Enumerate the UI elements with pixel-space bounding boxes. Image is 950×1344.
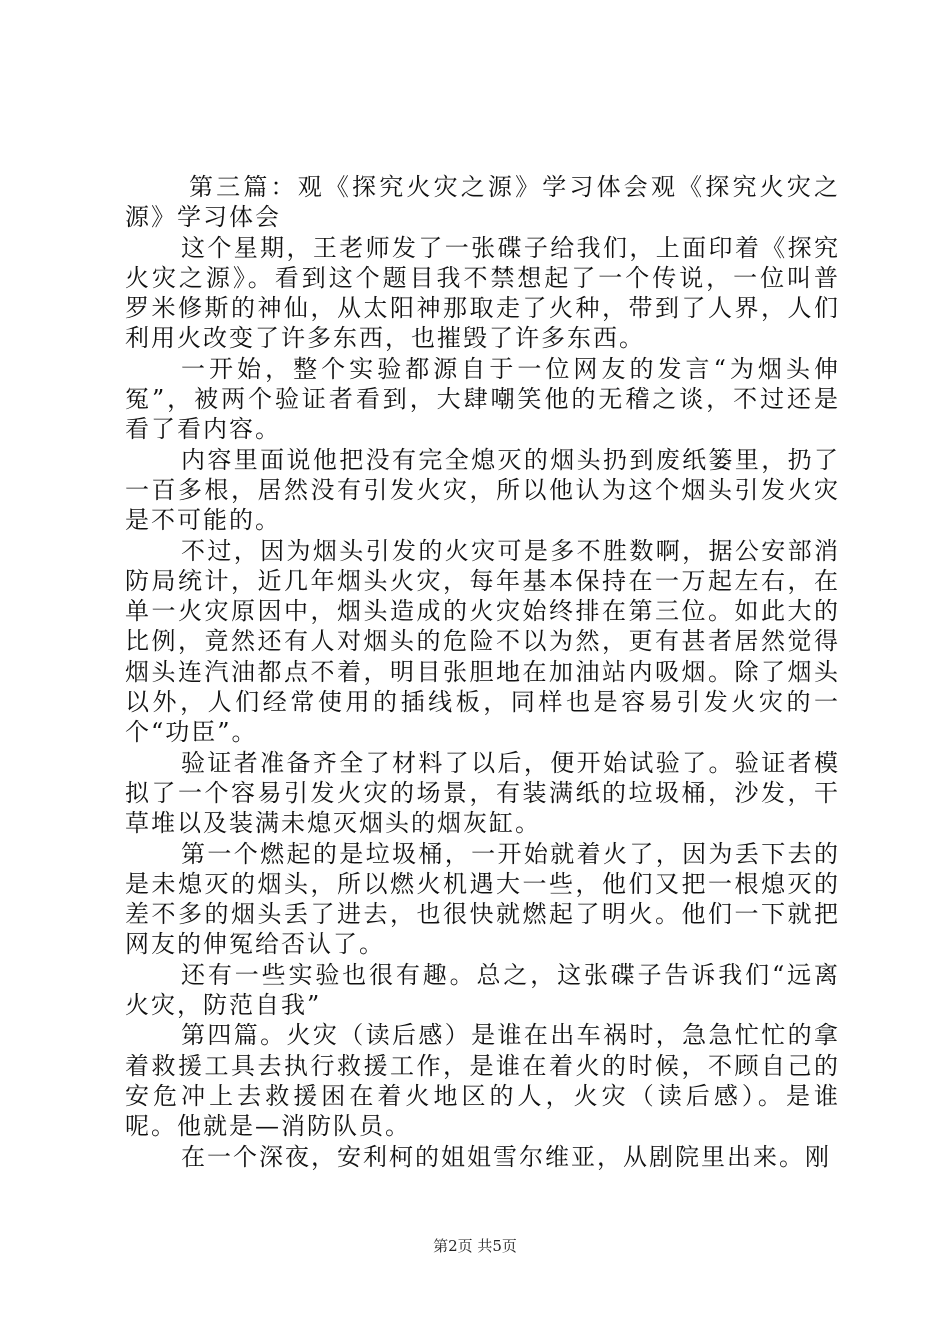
paragraph: 内容里面说他把没有完全熄灭的烟头扔到废纸篓里，扔了一百多根，居然没有引发火灾，所以他认为这个烟头引发火灾是不可能的。 (125, 445, 840, 535)
paragraph: 在一个深夜，安利柯的姐姐雪尔维亚，从剧院里出来。刚 (181, 1142, 831, 1171)
section-title-paragraph: 第三篇：观《探究火灾之源》学习体会观《探究火灾之源》学习体会 (125, 173, 840, 232)
paragraph: 验证者准备齐全了材料了以后，便开始试验了。验证者模拟了一个容易引发火灾的场景，有装满纸的垃圾桶，沙发，干草堆以及装满未熄灭烟头的烟灰缸。 (125, 748, 840, 838)
paragraph: 这个星期，王老师发了一张碟子给我们，上面印着《探究火灾之源》。看到这个题目我不禁想起了一个传说，一位叫普罗米修斯的神仙，从太阳神那取走了火种，带到了人界，人们利用火改变了许多东西，也摧毁了许多东西。 (125, 233, 840, 353)
paragraph: 第四篇。火灾（读后感）是谁在出车祸时，急急忙忙的拿着救援工具去执行救援工作，是谁在着火的时候，不顾自己的安危冲上去救援困在着火地区的人，火灾（读后感）。是谁呢。他就是—消防队员。 (125, 1021, 840, 1141)
paragraph: 一开始，整个实验都源自于一位网友的发言“为烟头伸冤”，被两个验证者看到，大肆嘲笑他的无稽之谈，不过还是看了看内容。 (125, 354, 840, 444)
page-number-footer: 第2页 共5页 (433, 1237, 517, 1255)
document-body (125, 172, 840, 1172)
paragraph: 还有一些实验也很有趣。总之，这张碟子告诉我们“远离火灾，防范自我” (125, 960, 840, 1020)
paragraph: 第一个燃起的是垃圾桶，一开始就着火了，因为丢下去的是未熄灭的烟头，所以燃火机遇大一些，他们又把一根熄灭的差不多的烟头丢了进去，也很快就燃起了明火。他们一下就把网友的伸冤给否认了。 (125, 839, 840, 959)
paragraph: 不过，因为烟头引发的火灾可是多不胜数啊，据公安部消防局统计，近几年烟头火灾，每年基本保持在一万起左右，在单一火灾原因中，烟头造成的火灾始终排在第三位。如此大的比例，竟然还有人对烟头的危险不以为然，更有甚者居然觉得烟头连汽油都点不着，明目张胆地在加油站内吸烟。除了烟头以外，人们经常使用的插线板，同样也是容易引发火灾的一个“功臣”。 (125, 536, 840, 747)
